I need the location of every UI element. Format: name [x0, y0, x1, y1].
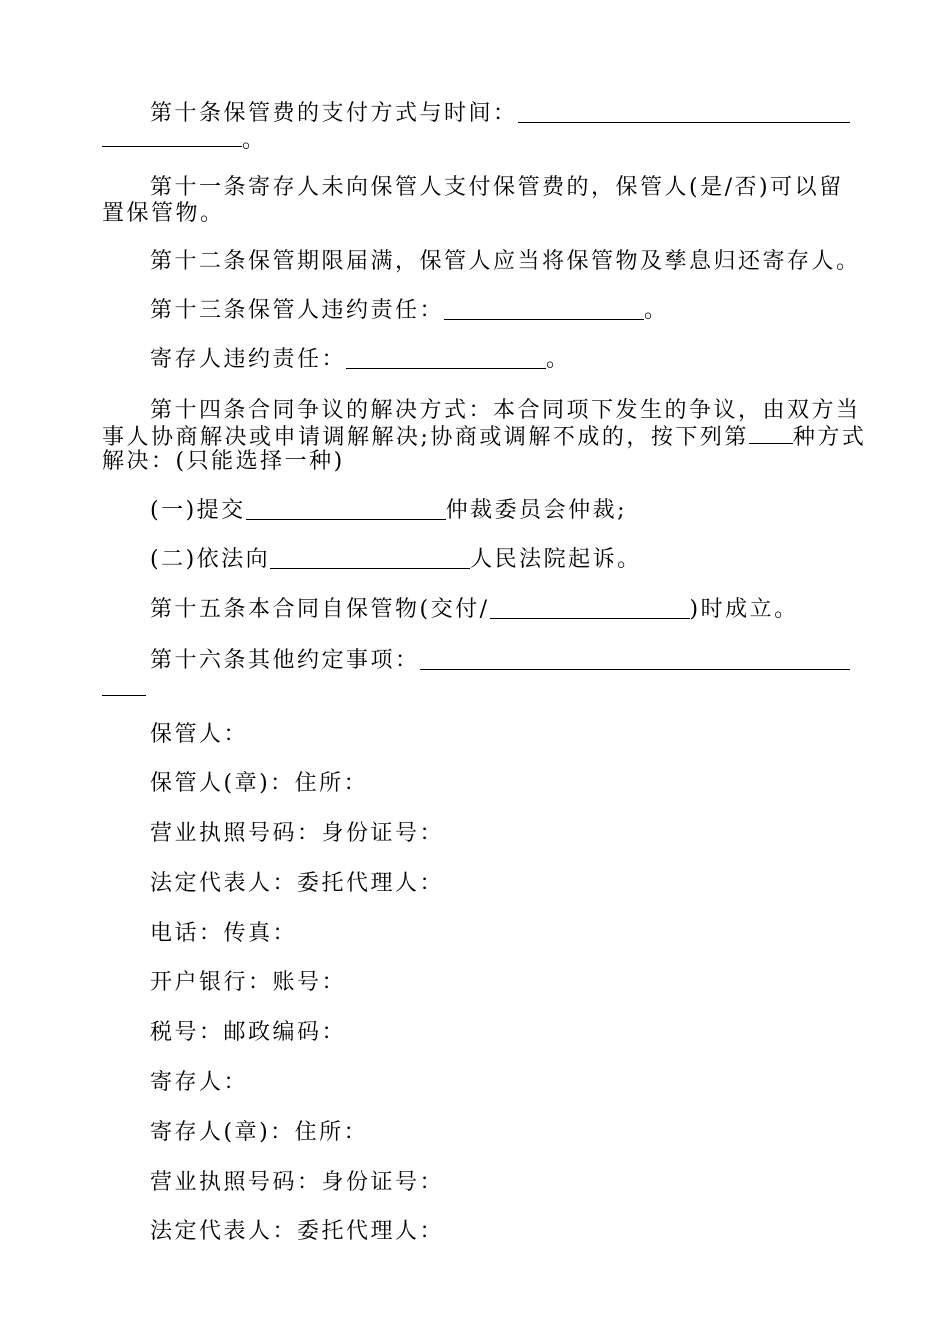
clause-14-line-3: 解决：(只能选择一种): [102, 449, 345, 474]
option-1-blank: [246, 500, 446, 520]
clause-14-line-2a: 事人协商解决或申请调解解决;协商或调解不成的，按下列第: [102, 425, 749, 450]
depositor-breach: [102, 347, 850, 372]
clause-15-blank: [490, 599, 690, 619]
clause-15: [102, 597, 850, 622]
custodian-tax-postal: 税号：邮政编码：: [150, 1020, 347, 1045]
custodian-rep-agent: 法定代表人：委托代理人：: [150, 871, 445, 896]
depositor-seal-address: 寄存人(章)：住所：: [150, 1120, 369, 1145]
option-2-blank: [270, 549, 470, 569]
depositor-breach-text: 寄存人违约责任：: [150, 347, 347, 372]
option-1-suffix: 仲裁委员会仲裁;: [445, 498, 628, 523]
clause-16-blank: [420, 650, 850, 670]
clause-10-blank-continued: [102, 127, 242, 147]
clause-11-line-2: 置保管物。: [102, 201, 225, 226]
depositor-rep-agent: 法定代表人：委托代理人：: [150, 1219, 445, 1244]
clause-11-line-1: 第十一条寄存人未向保管人支付保管费的，保管人(是/否)可以留: [150, 175, 844, 200]
clause-15-prefix: 第十五条本合同自保管物(交付/: [150, 597, 490, 622]
depositor-breach-end: 。: [546, 347, 571, 372]
custodian-license-id: 营业执照号码：身份证号：: [150, 821, 445, 846]
option-2-prefix: (二)依法向: [150, 547, 271, 572]
clause-15-suffix: )时成立。: [689, 597, 799, 622]
clause-14-choice-blank: [749, 424, 793, 444]
clause-10-end: 。: [242, 128, 267, 153]
depositor-breach-blank: [346, 349, 546, 369]
depositor-license-id: 营业执照号码：身份证号：: [150, 1170, 445, 1195]
option-2-suffix: 人民法院起诉。: [470, 547, 642, 572]
custodian-seal-address: 保管人(章)：住所：: [150, 771, 369, 796]
clause-13: [102, 298, 850, 323]
clause-13-text: 第十三条保管人违约责任：: [150, 298, 445, 323]
custodian-heading: 保管人：: [150, 722, 249, 747]
custodian-phone-fax: 电话：传真：: [150, 921, 298, 946]
option-court: [102, 547, 850, 572]
clause-10: [102, 101, 850, 126]
clause-14-line-2b: 种方式: [792, 425, 867, 450]
clause-10-blank: [518, 103, 850, 123]
clause-16-continuation: [102, 674, 850, 699]
clause-13-end: 。: [644, 298, 669, 323]
custodian-bank-account: 开户银行：账号：: [150, 970, 347, 995]
option-arbitration: [102, 498, 850, 523]
clause-16-text: 第十六条其他约定事项：: [150, 648, 420, 673]
clause-16-blank-continued: [102, 676, 146, 696]
clause-10-text: 第十条保管费的支付方式与时间：: [150, 101, 518, 126]
clause-12: 第十二条保管期限届满，保管人应当将保管物及孳息归还寄存人。: [150, 249, 861, 274]
depositor-heading: 寄存人：: [150, 1070, 249, 1095]
clause-14-line-2: [102, 424, 867, 450]
clause-10-continuation: [102, 127, 850, 153]
clause-13-blank: [444, 300, 644, 320]
option-1-prefix: (一)提交: [150, 498, 246, 523]
clause-14-line-1: 第十四条合同争议的解决方式：本合同项下发生的争议，由双方当: [150, 398, 861, 423]
clause-16: [102, 648, 850, 673]
